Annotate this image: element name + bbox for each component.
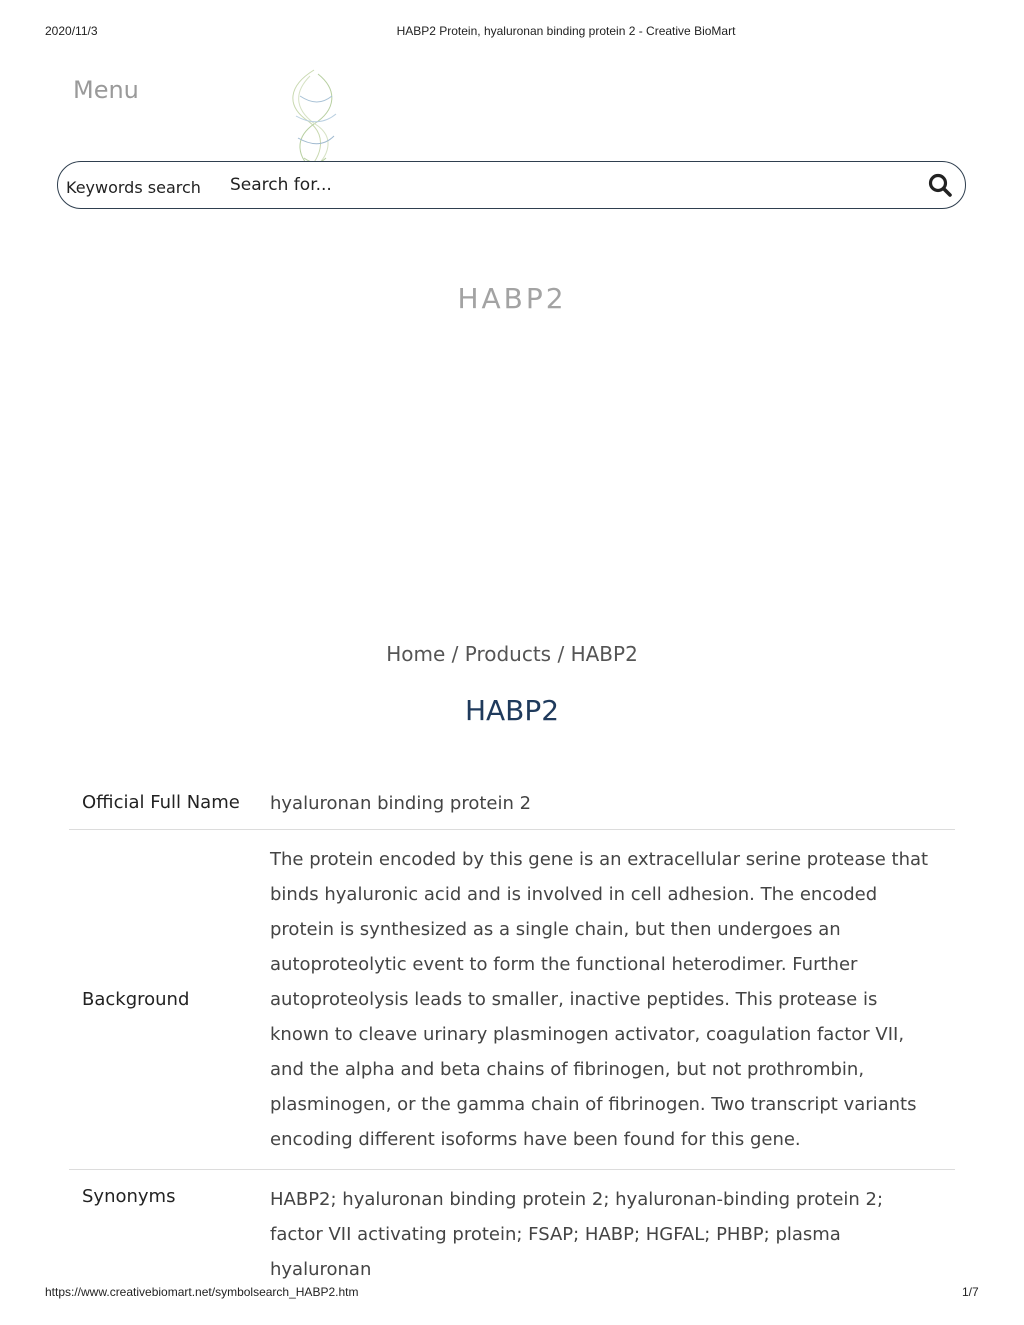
page-title: HABP2 [464, 694, 560, 727]
search-icon[interactable] [927, 172, 953, 198]
table-row [69, 830, 955, 1170]
official-full-name-label: Official Full Name [69, 775, 270, 830]
background-label: Background [69, 830, 270, 1170]
print-page-number: 1/7 [962, 1285, 979, 1299]
print-date: 2020/11/3 [45, 24, 98, 38]
print-url: https://www.creativebiomart.net/symbolsearch_HABP2.htm [45, 1285, 359, 1299]
background-value: The protein encoded by this gene is an extracellular serine protease that binds hyaluronic acid and is involved in cell adhesion. The encoded protein is synthesized as a single chain, but then undergoes an autoproteolytic event to form the functional heterodimer. Further autoproteolysis leads to smaller, inactive peptides. This protease is known to cleave urinary plasminogen activator, coagulation factor VII, and the alpha and beta chains of fibrinogen, but not prothrombin, plasminogen, or the gamma chain of fibrinogen. Two transcript variants encoding different isoforms have been found for this gene. [270, 830, 955, 1170]
breadcrumb-separator: / [557, 642, 565, 666]
creative-biomart-logo-icon[interactable] [278, 66, 348, 176]
print-header [0, 24, 1024, 42]
menu-button[interactable]: Menu [73, 76, 139, 104]
keywords-search-label: Keywords search [66, 178, 201, 197]
search-bar [57, 161, 966, 209]
gene-info-table [69, 775, 955, 1287]
synonyms-value: HABP2; hyaluronan binding protein 2; hyaluronan-binding protein 2; factor VII activating protein; FSAP; HABP; HGFAL; PHBP; plasma hyaluronan [270, 1189, 884, 1280]
breadcrumb [0, 642, 1024, 666]
breadcrumb-products[interactable]: Products [464, 642, 552, 666]
synonyms-label: Synonyms [82, 1186, 176, 1207]
search-input[interactable] [230, 170, 910, 200]
official-full-name-value: hyaluronan binding protein 2 [270, 775, 955, 830]
table-row [69, 1170, 955, 1288]
hero-title: HABP2 [457, 282, 567, 315]
breadcrumb-current: HABP2 [570, 642, 638, 666]
breadcrumb-separator: / [451, 642, 459, 666]
breadcrumb-home[interactable]: Home [386, 642, 446, 666]
print-document-title: HABP2 Protein, hyaluronan binding protein 2 - Creative BioMart [396, 24, 736, 38]
table-row [69, 775, 955, 830]
